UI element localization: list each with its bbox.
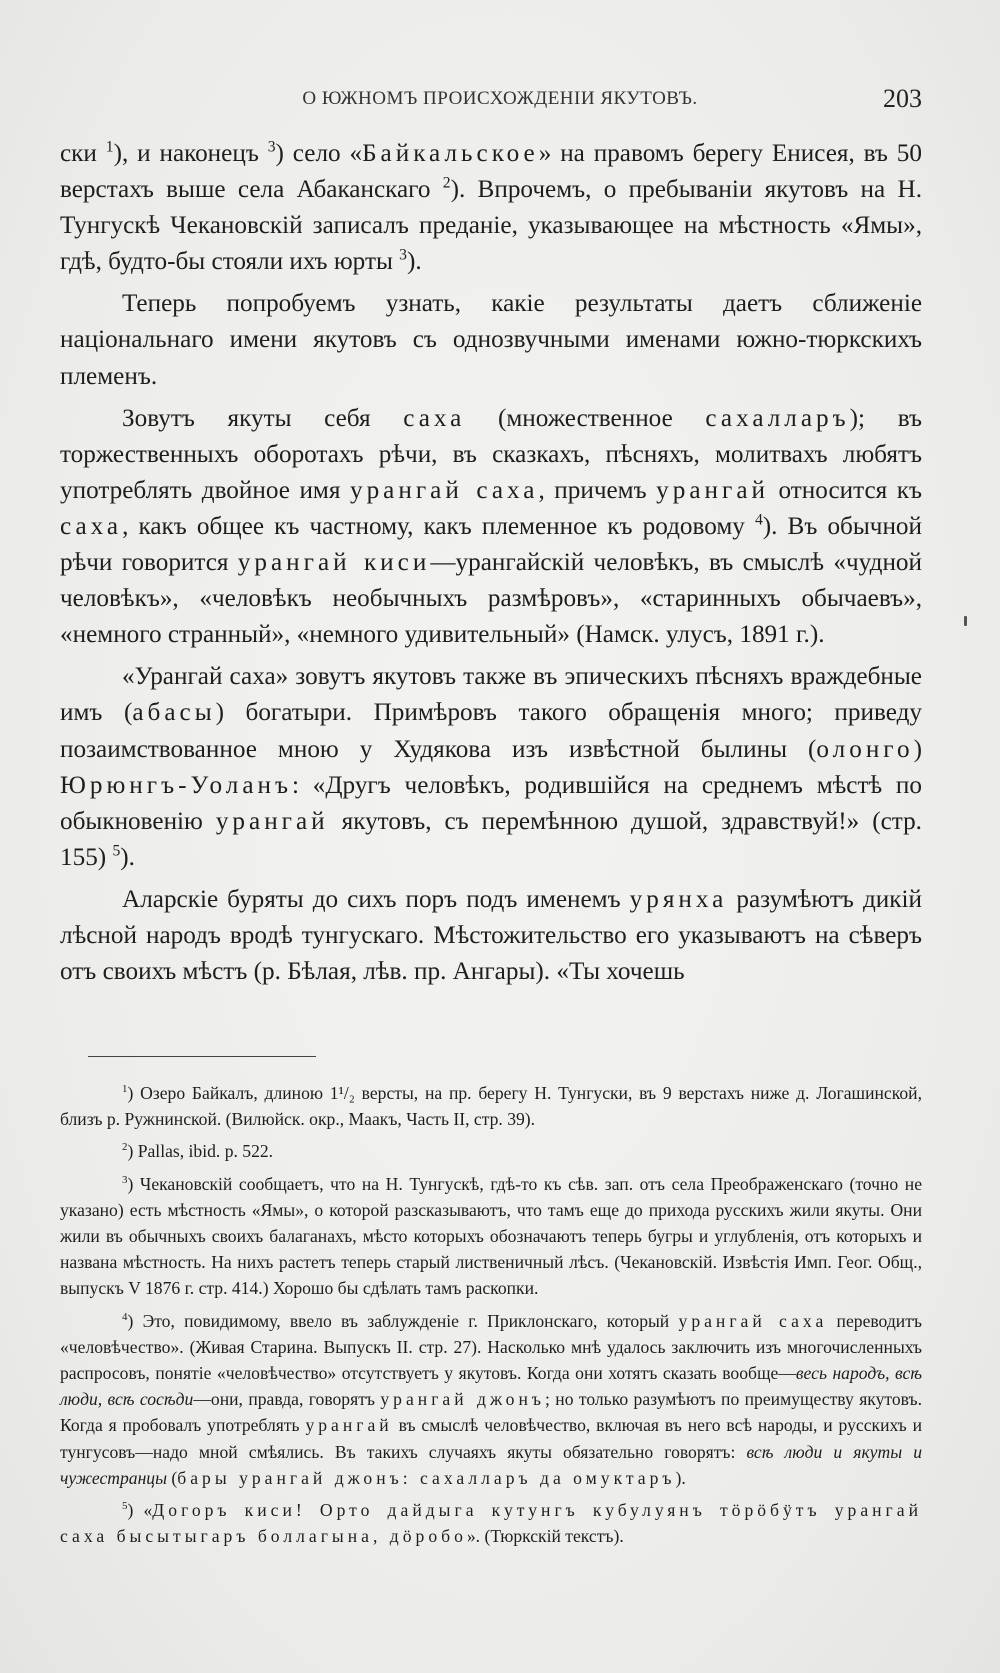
spaced-term: бары урангай джонъ: сахалларъ да омуктаръ [177,1467,676,1488]
spaced-term: урангай саха [678,1310,828,1331]
footnote-5: $^5$) «Догоръ киси! Орто дайдыга кутунгъ кубулуянъ тöрöбÿтъ урангай саха бысытыгаръ боллагына, дöробо». (Тюркскій текстъ). [60,1500,922,1547]
footnote-3: $^3$) Чекановскій сообщаетъ, что на Н. Тунгускѣ, гдѣ-то къ сѣв. зап. отъ села Преображенскаго (точно не указано) есть мѣстность «Ямы», о которой разсказываютъ, что тамъ еще до прихода русскихъ жили якуты. Они жили въ обычныхъ своихъ балаганахъ, мѣсто которыхъ обозначаютъ теперь бугры и углубленія, отъ которыхъ и названа мѣстность. На нихъ растетъ теперь старый лиственичный лѣсъ. (Чекановскій. Извѣстія Имп. Геог. Общ., выпускъ V 1876 г. стр. 414.) Хорошо бы сдѣлать тамъ раскопки. [60,1173,922,1299]
paragraph-1: ски $^1$), и наконецъ $^3$) село «Байкальское» на правомъ берегу Енисея, въ 50 верстахъ выше села Абаканскаго $^2$). Впрочемъ, о пребываніи якутовъ на Н. Тунгускѣ Чекановскій записалъ преданіе, указывающее на мѣстность «Ямы», гдѣ, будто-бы стояли ихъ юрты $^3$). [60,138,922,276]
running-title: О ЮЖНОМЪ ПРОИСХОЖДЕНІИ ЯКУТОВЪ. [302,88,698,109]
spaced-term: урангай джонъ [380,1389,545,1410]
paragraph-2: Теперь попробуемъ узнать, какіе результаты даетъ сближеніе національнаго имени якутовъ съ однозвучными именами южно-тюркскихъ племенъ. [60,290,922,390]
spaced-term: урянха [629,885,728,913]
footnote-ref: 1 [105,138,114,156]
spaced-term: урангай [656,476,769,504]
paragraph-5: Аларскіе буряты до сихъ поръ подъ именемъ урянха разумѣютъ дикій лѣсной народъ вродѣ тунгускаго. Мѣстожительство его указываютъ на сѣверъ отъ своихъ мѣстъ (р. Бѣлая, лѣв. пр. Ангары). «Ты хочешь [60,885,922,986]
footnote-separator [88,1056,316,1057]
footnote-ref: 4 [754,511,763,529]
spaced-term: сахалларъ [705,404,850,432]
spaced-term: урангай [215,807,329,835]
body-text [60,136,922,996]
italic-phrase: весь народъ, всѣ люди, всѣ сосѣди [60,1363,922,1410]
footnote-ref: 2 [442,174,451,192]
footnotes [60,1080,922,1555]
spaced-term: саха [60,512,123,540]
spaced-term: Догоръ киси! Орто дайдыга кутунгъ кубулуянъ тöрöбÿтъ урангай саха бысытыгаръ боллагына, дöробо [60,1500,922,1547]
footnote-1: $^1$) Озеро Байкалъ, длиною 1¹/₂ версты, на пр. берегу Н. Тунгуски, въ 9 верстахъ ниже д. Логашинской, близъ р. Ружнинской. (Вилюйск. окр., Маакъ, Часть II, стр. 39). [60,1083,922,1130]
spaced-term: олонго [816,735,914,763]
footnote-2: $^2$) Pallas, ibid. p. 522. [122,1141,274,1162]
spaced-term: урангай киси [237,549,431,577]
page-number: 203 [883,84,922,113]
page-header [60,84,940,120]
spaced-term: Юрюнгъ-Уоланъ [60,771,293,799]
paragraph-4: «Урангай саха» зовутъ якутовъ также въ эпическихъ пѣсняхъ враждебные имъ (абасы) богатыри. Примѣровъ такого обращенія много; приведу позаимствованное мною у Худякова изъ извѣстной былины (олонго) Юрюнгъ-Уоланъ: «Другъ человѣкъ, родившійся на среднемъ мѣстѣ по обыкновенію урангай якутовъ, съ перемѣнною душой, здравствуй!» (стр. 155) $^5$). [60,663,922,871]
margin-speck [964,616,967,626]
italic-phrase: всѣ люди и якуты и чужестранцы [60,1441,922,1488]
footnote-4: $^4$) Это, повидимому, ввело въ заблужденіе г. Приклонскаго, который урангай саха переводитъ «человѣчество». (Живая Старина. Выпускъ II. стр. 27). Насколько мнѣ удалось заключить изъ многочисленныхъ распросовъ, понятіе «человѣчество» отсутствуетъ у якутовъ. Когда они хотятъ сказать вообще—весь народъ, всѣ люди, всѣ сосѣди—они, правда, говорятъ урангай джонъ; но только разумѣютъ по преимуществу якутовъ. Когда я пробовалъ употреблять урангай въ смыслѣ человѣчество, включая въ него всѣ народы, и русскихъ и тунгусовъ—надо мной смѣялись. Въ такихъ случаяхъ якуты обязательно говорятъ: всѣ люди и якуты и чужестранцы (бары урангай джонъ: сахалларъ да омуктаръ). [60,1310,923,1488]
spaced-term: урангай [305,1415,393,1436]
spaced-term: Байкальское [362,140,539,167]
spaced-term: абасы [132,699,216,727]
paragraph-3: Зовутъ якуты себя саха (множественное сахалларъ); въ торжественныхъ оборотахъ рѣчи, въ сказкахъ, пѣсняхъ, молитвахъ любятъ употреблять двойное имя урангай саха, причемъ урангай относится къ саха, какъ общее къ частному, какъ племенное къ родовому $^4$). Въ обычной рѣчи говорится урангай киси—урангайскій человѣкъ, въ смыслѣ «чудной человѣкъ», «человѣкъ необычныхъ размѣровъ», «старинныхъ обычаевъ», «немного странный», «немного удивительный» (Намск. улусъ, 1891 г.). [60,404,923,649]
footnote-ref: 5 [112,842,121,860]
spaced-term: саха [403,404,466,432]
spaced-term: урангай саха [349,476,539,504]
footnote-ref: 3 [267,138,276,156]
footnote-ref: 3 [399,246,407,264]
